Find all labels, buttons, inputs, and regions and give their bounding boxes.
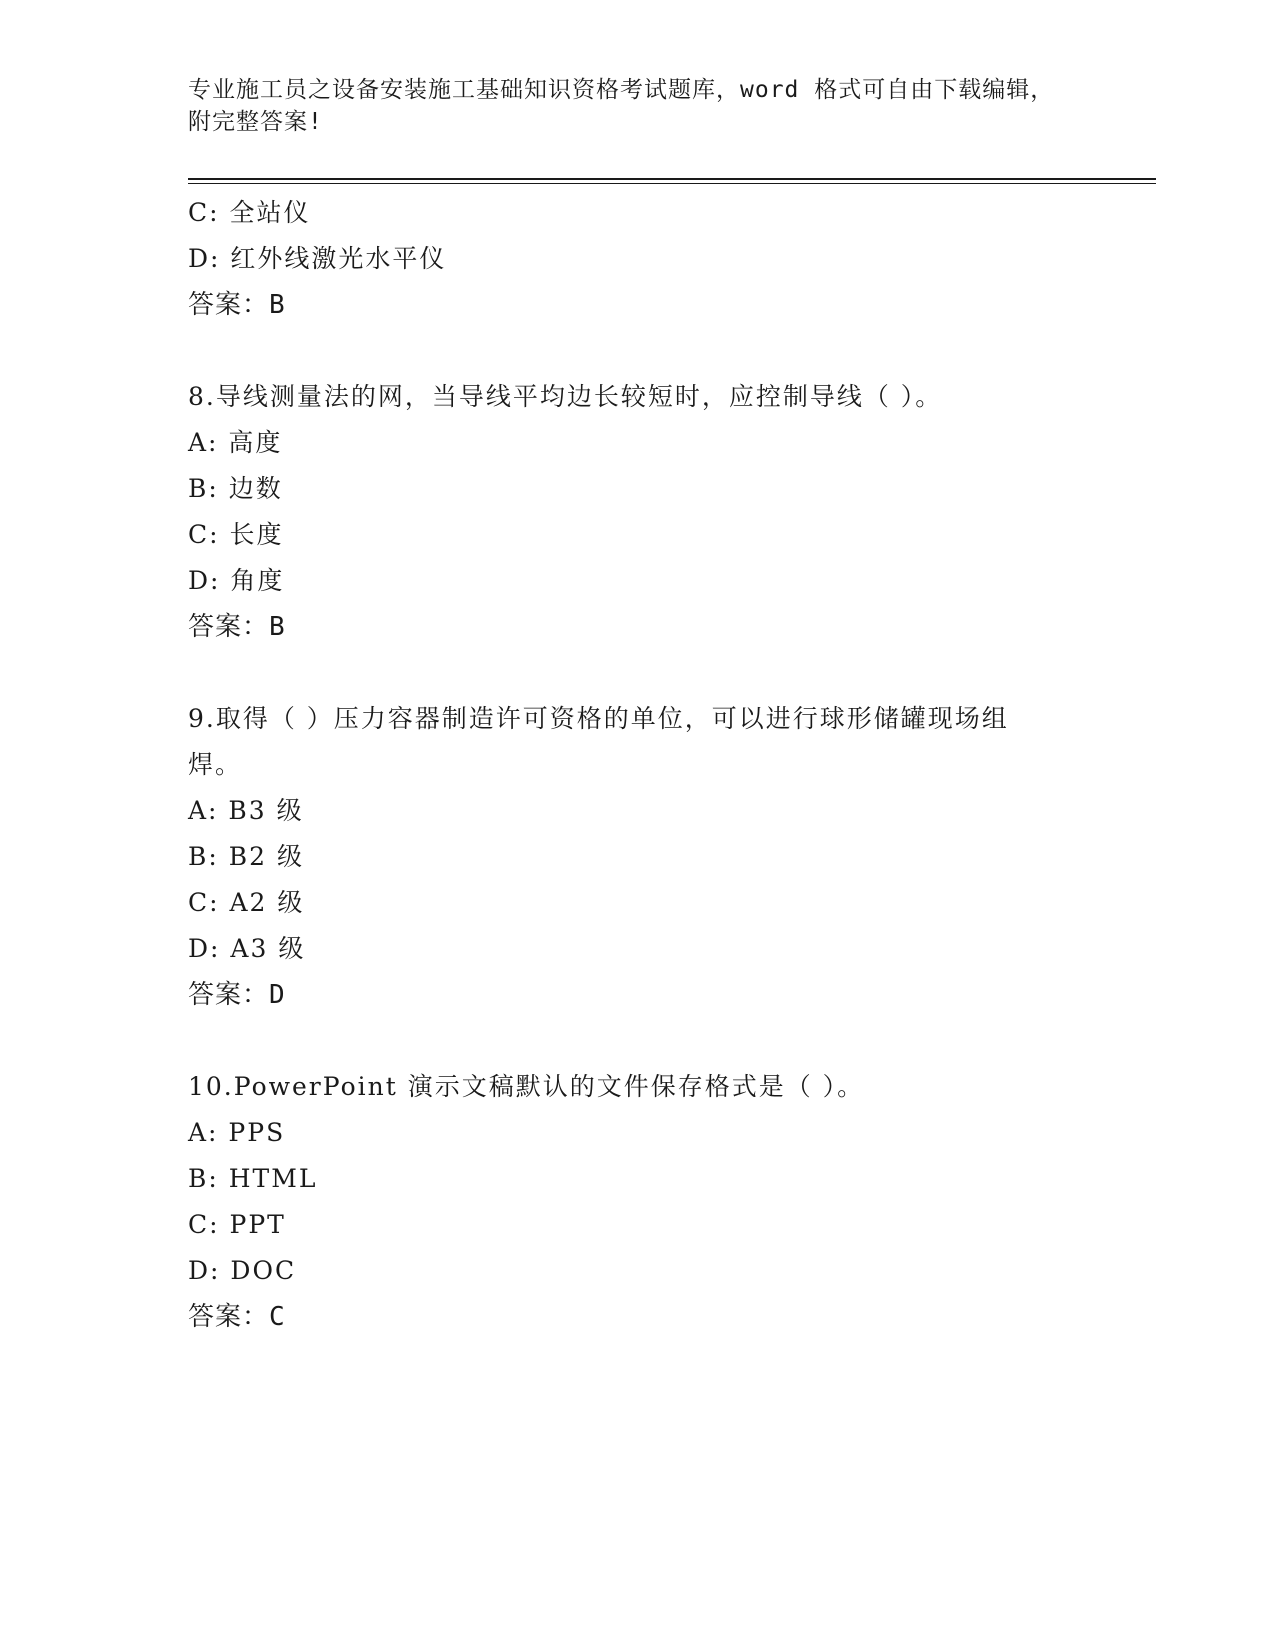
answer-line: 答案：C (188, 1302, 286, 1332)
option-b: B: 边数 (188, 474, 283, 503)
question-stem: 10.PowerPoint 演示文稿默认的文件保存格式是（ ）。 (188, 1072, 865, 1101)
question-7-continuation (188, 190, 1088, 328)
option-d: D: DOC (188, 1256, 297, 1285)
option-d: D: 角度 (188, 566, 285, 595)
question-10 (188, 1064, 1088, 1340)
question-9 (188, 696, 1088, 1018)
option-c: C: PPT (188, 1210, 286, 1239)
answer-line: 答案：B (188, 290, 286, 320)
option-c: C: 长度 (188, 520, 284, 549)
question-stem-line-1: 9.取得（ ）压力容器制造许可资格的单位，可以进行球形储罐现场组 (188, 704, 1009, 733)
question-list (188, 190, 1088, 1340)
question-stem: 8.导线测量法的网，当导线平均边长较短时，应控制导线（ ）。 (188, 382, 943, 411)
option-b: B: B2 级 (188, 842, 304, 871)
option-a: A: 高度 (188, 428, 283, 457)
answer-line: 答案：D (188, 980, 286, 1010)
header-line-1: 专业施工员之设备安装施工基础知识资格考试题库，word 格式可自由下载编辑， (188, 77, 1055, 103)
option-d: D: 红外线激光水平仪 (188, 244, 447, 273)
document-header (188, 74, 1088, 138)
spacer (188, 1018, 1088, 1064)
option-d: D: A3 级 (188, 934, 306, 963)
header-divider-thick (188, 178, 1156, 180)
option-a: A: PPS (188, 1118, 286, 1147)
option-a: A: B3 级 (188, 796, 304, 825)
question-8 (188, 374, 1088, 650)
spacer (188, 328, 1088, 374)
header-divider-thin (188, 183, 1156, 184)
answer-line: 答案：B (188, 612, 286, 642)
option-b: B: HTML (188, 1164, 318, 1193)
question-stem-line-2: 焊。 (188, 750, 243, 779)
option-c: C: A2 级 (188, 888, 305, 917)
option-c: C: 全站仪 (188, 198, 311, 227)
spacer (188, 650, 1088, 696)
header-line-2: 附完整答案! (188, 109, 323, 135)
